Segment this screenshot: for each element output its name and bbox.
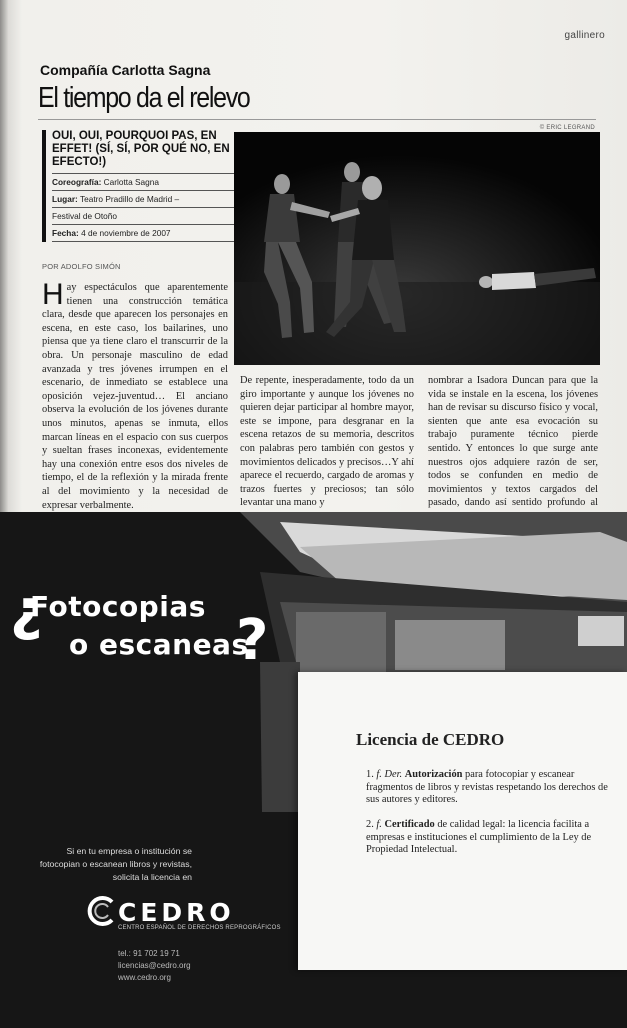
licence-card [298, 672, 627, 970]
question-open-mark: ¿ [10, 578, 43, 643]
definition-text: de calidad legal: la licencia facilita a empresas e instituciones el cumplimiento de la Ley de Propiedad Intelectual. [366, 819, 592, 855]
cedro-advert [0, 512, 627, 1028]
cedro-brand: CEDRO [118, 898, 235, 927]
photo-credit: © ERIC LEGRAND [539, 125, 595, 131]
info-row-venue [52, 191, 238, 208]
contact-email: licencias@cedro.org [118, 961, 191, 970]
ad-headline-line-2: o escaneas [69, 628, 249, 661]
licence-definition-2 [366, 819, 612, 857]
definition-term: Certificado [384, 819, 435, 830]
contact-info [118, 948, 191, 984]
article-column-2: De repente, inesperadamente, todo da un giro importante y aunque los jóvenes no quieren dejar participar al hombre mayor, este se impone, para desgranar en la escena retazos de su memoria, descritos con palabras pero también con gestos y movimientos delicados y precisos…Y ahí aparece el recuerdo, cargado de aromas y trazos fuertes y preciosos; tan sólo levantar una mano y [240, 375, 414, 509]
info-row-date [52, 225, 238, 242]
column-3-text: nombrar a Isadora Duncan para que la vida se instale en la escena, los jóvenes han de revisar su discurso físico y vocal, sienten que ante esa evocación su trabajo puramente técnico pierde sentido. Y entonces lo que surge ante nuestros ojos adquiere razón de ser, todos se confunden en medio de movimientos y textos cargados del pasado, dando así sentido profundo al [428, 375, 598, 509]
definition-number: 1. [366, 769, 374, 780]
article-column-3 [428, 374, 598, 525]
info-value: 4 de noviembre de 2007 [81, 228, 171, 238]
info-value: Carlotta Sagna [103, 177, 159, 187]
cedro-subtitle: CENTRO ESPAÑOL DE DERECHOS REPROGRÁFICOS [118, 925, 281, 931]
section-tag: gallinero [564, 30, 605, 41]
show-title: OUI, OUI, POURQUOI PAS, EN EFFET! (SÍ, SÍ, POR QUÉ NO, EN EFECTO!) [52, 130, 238, 174]
info-label: Lugar: [52, 194, 78, 204]
article-column-1 [42, 278, 228, 512]
licence-title: Licencia de CEDRO [356, 730, 505, 749]
contact-phone: tel.: 91 702 19 71 [118, 949, 180, 958]
question-close-mark: ? [236, 608, 269, 673]
cedro-logo-icon [86, 896, 116, 926]
info-label: Fecha: [52, 228, 79, 238]
cta-line: solicita la licencia en [112, 872, 192, 882]
definition-text: para fotocopiar y escanear fragmentos de libros y revistas respetando los derechos de sus autores y editores. [366, 769, 608, 805]
dance-photo-illustration [234, 132, 600, 365]
contact-website: www.cedro.org [118, 973, 171, 982]
headline-rule [38, 119, 596, 120]
article-headline: El tiempo da el relevo [38, 82, 250, 114]
cta-line: fotocopian o escanean libros y revistas, [39, 859, 192, 869]
column-1-text: ay espectáculos que aparentemente tienen una construcción temática clara, desde que aparecen los personajes en escena, en este caso, los bailarines, uno piensa que ya tiene claro el transcurrir de la obra. Un personaje masculino de edad avanzada y tres jóvenes irrumpen en el escenario, de inmediato se establece una oposición vejez-juventud… El anciano observa la evolución de los jóvenes durante unos minutos, apenas se inmuta, ellos marcan líneas en el espacio con sus cuerpos y sueltan frases inconexas, evidentemente hay una conexión entre esos dos niveles de tiempo, el de la reflexión y la mirada frente al del movimiento y la necesidad de expresar verbalmente. [42, 282, 228, 511]
definition-abbr: f. [376, 819, 382, 830]
company-kicker: Compañía Carlotta Sagna [40, 62, 211, 78]
cta-line: Si en tu empresa o institución se [66, 846, 192, 856]
info-row-choreography [52, 174, 238, 191]
info-label: Coreografía: [52, 177, 102, 187]
definition-term: Autorización [404, 769, 463, 780]
ad-call-to-action [18, 845, 192, 884]
byline: POR ADOLFO SIMÓN [42, 262, 121, 271]
definition-abbr: f. Der. [376, 769, 403, 780]
info-value: Teatro Pradillo de Madrid – [79, 194, 180, 204]
info-value: Festival de Otoño [52, 211, 118, 221]
show-info-box [42, 130, 238, 242]
definition-number: 2. [366, 819, 374, 830]
licence-definition-1 [366, 769, 612, 807]
dance-photo [234, 132, 600, 365]
drop-cap: H [42, 278, 64, 311]
info-row-venue-cont [52, 208, 238, 225]
ad-headline-line-1: Fotocopias [30, 590, 206, 623]
